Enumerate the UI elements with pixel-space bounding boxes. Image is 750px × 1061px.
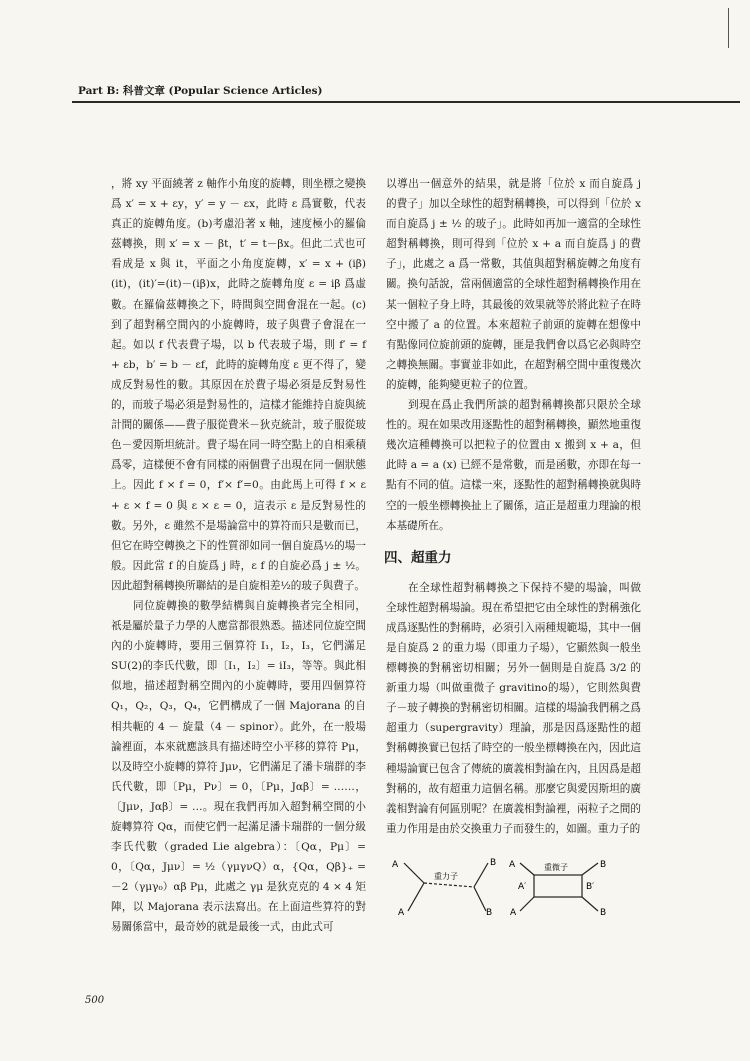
label-B-right-bottom: B xyxy=(600,907,607,917)
line-B-out xyxy=(474,887,486,911)
label-gravitino: 重微子 xyxy=(544,862,568,872)
section-heading-supergravity: 四、超重力 xyxy=(384,549,452,566)
line-B-in-right xyxy=(582,863,598,875)
gravitino-loop xyxy=(534,875,582,897)
page-number: 500 xyxy=(85,995,105,1006)
feynman-diagrams xyxy=(386,853,641,917)
line-B-out-right xyxy=(582,897,598,911)
left-paragraph-1: ，將 xy 平面繞著 z 軸作小角度的旋轉，則坐標之變換爲 x′ = x + εy，y′ = y － εx，此時 ε 爲實數，代表真正的旋轉角度。(b)考慮沿著 x 軸，速度極小的羅倫茲轉換，則 x′ = x － βt，t′ = t－βx。但此二式也可看成是 x 與 it，平面之小角度旋轉，x′ = x + (iβ)(it)，(it)′=(it)－(iβ)x，此時之旋轉角度 ε = iβ 爲虛數。在羅倫茲轉換之下，時間與空間會混在一起。(c)到了超對稱空間內的小旋轉時，玻子與費子會混在一起。如以 f 代表費子場，以 b 代表玻子場，則 f′ = f + εb，b′ = b － εf，此時的旋轉角度 ε 更不得了，變成反對易性的數。其原因在於費子場必須是反對易性的，而玻子場必須是對易性的，這樣才能維持自旋與統計間的關係——費子服從費米－狄克統計，玻子服從玻色－愛因斯坦統計。費子場在同一時空點上的自相乘積爲零，這樣便不會有同樣的兩個費子出現在同一個狀態上。因此 f × f = 0，f′× f′=0。由此馬上可得 f × ε + ε × f = 0 與 ε × ε = 0，這表示 ε 是反對易性的數。另外，ε 雖然不是場論當中的算符而只是數而已，但它在時空轉換之下的性質卻如同一個自旋爲½的場一般。因此當 f 的自旋爲 j 時，ε f 的自旋必爲 j ± ½。因此超對稱轉換所聯結的是自旋相差½的玻子與費子。 xyxy=(111,178,366,592)
running-header: Part B: 科普文章 (Popular Science Articles) xyxy=(78,85,323,97)
right-paragraph-2: 到現在爲止我們所談的超對稱轉換都只限於全球性的。現在如果改用逐點性的超對稱轉換，顯然地重復幾次這種轉換可以把粒子的位置由 x 搬到 x + a，但此時 a = a (x) 已經不是常數，而是函數，亦即在每一點有不同的值。這樣一來，逐點性的超對稱轉換就與時空的一般坐標轉換扯上了關係，這正是超重力理論的根本基礎所在。 xyxy=(386,399,641,532)
graviton-exchange-diagram xyxy=(404,863,488,911)
left-column xyxy=(111,174,366,938)
label-graviton: 重力子 xyxy=(434,871,458,881)
line-A-in xyxy=(404,863,424,883)
label-A-prime: A′ xyxy=(518,881,527,892)
right-paragraph-1: 以導出一個意外的結果，就是將「位於 x 而自旋爲 j 的費子」加以全球性的超對稱轉換，可以得到「位於 x 而自旋爲 j ± ½ 的玻子」。此時如再加一適當的全球性超對稱轉換，則可得到「位於 x + a 而自旋爲 j 的費子」，此處之 a 爲一常數，其值與超對稱旋轉之角度有關。換句話說，當兩個適當的全球性超對稱轉換作用在某一個粒子身上時，其最後的效果就等於將此粒子在時空中搬了 a 的位置。本來超粒子前頭的旋轉在想像中有點像同位旋前頭的旋轉，匪是我們會以爲它必與時空之轉換無關。事實並非如此，在超對稱空間中重復幾次的旋轉，能夠變更粒子的位置。 xyxy=(386,178,641,391)
label-B-right-top: B xyxy=(600,859,607,870)
right-column xyxy=(386,174,641,924)
line-B-in xyxy=(474,863,488,887)
graviton-line xyxy=(424,883,474,887)
label-A-right-bottom: A xyxy=(510,907,517,917)
line-A-out-right xyxy=(520,897,534,911)
line-A-in-right xyxy=(520,863,534,875)
label-A-top: A xyxy=(392,859,399,870)
label-A-bottom: A xyxy=(398,907,405,917)
label-B-prime: B′ xyxy=(586,881,595,892)
label-B-bottom: B xyxy=(486,907,493,917)
label-B-top: B xyxy=(490,857,497,868)
header-rule xyxy=(72,101,740,103)
line-A-out xyxy=(408,883,424,911)
label-A-right-top: A xyxy=(509,859,516,870)
left-paragraph-2: 同位旋轉換的數學結構與自旋轉換者完全相同，祇是屬於量子力學的人應當都很熟悉。描述同位旋空間內的小旋轉時，要用三個算符 I₁，I₂，I₃，它們滿足 SU(2)的李氏代數，即〔I₁，I₂〕= iI₃，等等。與此相似地，描述超對稱空間內的小旋轉時，要用四個算符 Q₁，Q₂，Q₃，Q₄，它們構成了一個 Majorana 的自相共軛的 4 － 旋量（4 － spinor）。此外，在一般場論裡面，本來就應該具有描述時空小平移的算符 Pμ，以及時空小旋轉的算符 Jμν，它們滿足了潘卡瑞群的李氏代數，即〔Pμ，Pν〕= 0，〔Pμ，Jαβ〕= ……，〔Jμν，Jαβ〕= …。現在我們再加入超對稱空間的小旋轉算符 Qα，而使它們一起滿足潘卡瑞群的一個分級李氏代數（graded Lie algebra）：〔Qα，Pμ〕= 0，〔Qα，Jμν〕= ½（γμγνQ）α，{Qα，Qβ}₊ = －2（γμγ₀）αβ Pμ，此處之 γμ 是狄克克的 4 × 4 矩陣，以 Majorana 表示法寫出。在上面這些算符的對易關係當中，最奇妙的就是最後一式，由此式可 xyxy=(111,599,366,934)
right-paragraph-3: 在全球性超對稱轉換之下保持不變的場論，叫做全球性超對稱場論。現在希望把它由全球性的對稱強化成爲逐點性的對稱時，必須引入兩種規範場，其中一個是自旋爲 2 的重力場（即重力子場），它顯然與一般坐標轉換的對稱密切相關；另外一個則是自旋爲 3/2 的新重力場（叫做重微子 gravitino的場），它則然與費子－玻子轉換的對稱密切相關。這樣的場論我們稱之爲超重力（supergravity）理論，那是因爲逐點性的超對稱轉換實已包括了時空的一般坐標轉換在內，因此這種場論實已包含了傳統的廣義相對論在內，且因爲是超對稱的，故有超重力這個名稱。那麼它與愛因斯坦的廣義相對論有何區別呢？在廣義相對論裡，兩粒子之間的重力作用是由於交換重力子而發生的，如圖。重力子的 xyxy=(386,581,641,835)
scan-corner-mark xyxy=(728,8,729,48)
